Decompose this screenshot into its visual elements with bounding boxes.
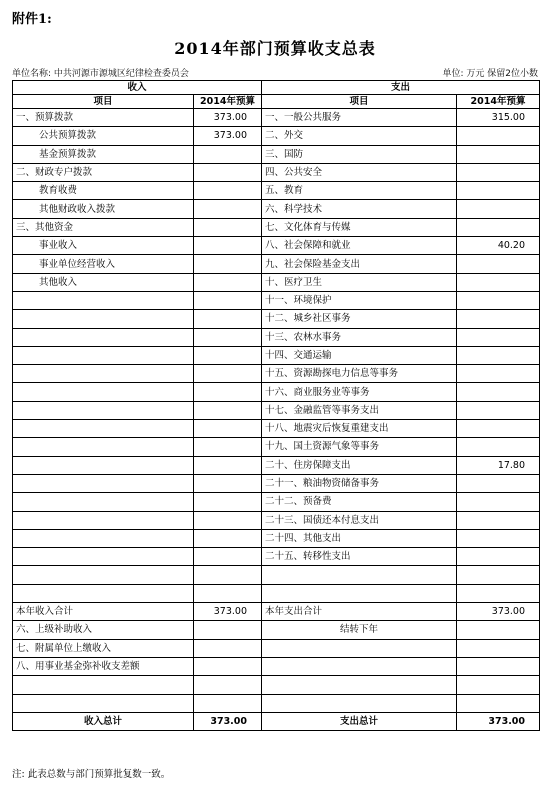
income-value-cell bbox=[194, 200, 262, 218]
expense-budget-header: 2014年预算 bbox=[457, 95, 540, 109]
expense-value-cell bbox=[457, 438, 540, 456]
expense-item-cell: 十、医疗卫生 bbox=[262, 273, 457, 291]
table-row bbox=[13, 310, 540, 328]
expense-item-cell: 六、科学技术 bbox=[262, 200, 457, 218]
column-header-row bbox=[13, 95, 540, 109]
income-item-cell bbox=[13, 529, 194, 547]
table-row bbox=[13, 109, 540, 127]
income-item-cell: 公共预算拨款 bbox=[13, 127, 194, 145]
expense-value-cell bbox=[457, 273, 540, 291]
expense-item-cell: 五、教育 bbox=[262, 182, 457, 200]
income-budget-header: 2014年预算 bbox=[194, 95, 262, 109]
expense-item-cell bbox=[262, 566, 457, 584]
expense-value-cell bbox=[457, 328, 540, 346]
table-row bbox=[13, 511, 540, 529]
income-value-cell bbox=[194, 273, 262, 291]
totals-row bbox=[13, 712, 540, 730]
table-row bbox=[13, 584, 540, 602]
income-item-cell: 六、上级补助收入 bbox=[13, 621, 194, 639]
income-value-cell bbox=[194, 218, 262, 236]
attachment-label: 附件1: bbox=[12, 12, 52, 27]
table-row bbox=[13, 420, 540, 438]
expense-value-cell bbox=[457, 621, 540, 639]
table-row bbox=[13, 127, 540, 145]
table-row bbox=[13, 694, 540, 712]
expense-item-cell bbox=[262, 584, 457, 602]
income-item-cell bbox=[13, 401, 194, 419]
table-row bbox=[13, 346, 540, 364]
income-item-cell: 事业单位经营收入 bbox=[13, 255, 194, 273]
income-item-cell bbox=[13, 493, 194, 511]
expense-value-cell bbox=[457, 474, 540, 492]
income-item-cell bbox=[13, 346, 194, 364]
expense-item-cell: 八、社会保障和就业 bbox=[262, 237, 457, 255]
expense-value-cell bbox=[457, 566, 540, 584]
income-value-cell bbox=[194, 383, 262, 401]
table-row bbox=[13, 474, 540, 492]
income-value-cell bbox=[194, 438, 262, 456]
expense-item-cell: 十七、金融监管等事务支出 bbox=[262, 401, 457, 419]
income-value-cell bbox=[194, 676, 262, 694]
expense-item-cell bbox=[262, 694, 457, 712]
table-row bbox=[13, 639, 540, 657]
expense-value-cell bbox=[457, 182, 540, 200]
expense-item-cell bbox=[262, 657, 457, 675]
page-title: 2014年部门预算收支总表 bbox=[174, 39, 376, 58]
expense-item-cell: 十九、国土资源气象等事务 bbox=[262, 438, 457, 456]
income-item-cell bbox=[13, 365, 194, 383]
income-item-cell bbox=[13, 291, 194, 309]
expense-value-cell: 373.00 bbox=[457, 603, 540, 621]
expense-value-cell bbox=[457, 548, 540, 566]
expense-value-cell bbox=[457, 127, 540, 145]
unit-note: 单位: 万元 保留2位小数 bbox=[442, 69, 538, 79]
income-item-cell bbox=[13, 566, 194, 584]
income-total-value: 373.00 bbox=[194, 712, 262, 730]
income-value-cell bbox=[194, 365, 262, 383]
income-item-header: 项目 bbox=[13, 95, 194, 109]
income-item-cell bbox=[13, 676, 194, 694]
expense-item-cell: 二十、住房保障支出 bbox=[262, 456, 457, 474]
footnote: 注: 此表总数与部门预算批复数一致。 bbox=[12, 769, 171, 780]
table-row bbox=[13, 529, 540, 547]
income-value-cell bbox=[194, 145, 262, 163]
income-value-cell bbox=[194, 529, 262, 547]
expense-value-cell: 40.20 bbox=[457, 237, 540, 255]
budget-table bbox=[12, 80, 540, 731]
table-row bbox=[13, 657, 540, 675]
income-value-cell bbox=[194, 584, 262, 602]
income-item-cell: 八、用事业基金弥补收支差额 bbox=[13, 657, 194, 675]
expense-value-cell bbox=[457, 639, 540, 657]
table-row bbox=[13, 548, 540, 566]
income-value-cell bbox=[194, 657, 262, 675]
expense-value-cell bbox=[457, 365, 540, 383]
income-value-cell bbox=[194, 420, 262, 438]
income-value-cell bbox=[194, 694, 262, 712]
income-section-header: 收入 bbox=[13, 81, 262, 95]
income-value-cell bbox=[194, 346, 262, 364]
expense-item-cell: 二十五、转移性支出 bbox=[262, 548, 457, 566]
income-item-cell: 七、附属单位上缴收入 bbox=[13, 639, 194, 657]
income-item-cell bbox=[13, 328, 194, 346]
table-row bbox=[13, 273, 540, 291]
table-row bbox=[13, 237, 540, 255]
expense-value-cell bbox=[457, 163, 540, 181]
expense-value-cell bbox=[457, 310, 540, 328]
table-row bbox=[13, 200, 540, 218]
income-value-cell bbox=[194, 401, 262, 419]
expense-value-cell: 17.80 bbox=[457, 456, 540, 474]
table-row bbox=[13, 566, 540, 584]
expense-value-cell bbox=[457, 346, 540, 364]
income-item-cell: 本年收入合计 bbox=[13, 603, 194, 621]
expense-value-cell: 315.00 bbox=[457, 109, 540, 127]
income-value-cell bbox=[194, 182, 262, 200]
expense-value-cell bbox=[457, 383, 540, 401]
income-value-cell bbox=[194, 255, 262, 273]
income-item-cell: 其他收入 bbox=[13, 273, 194, 291]
income-item-cell bbox=[13, 548, 194, 566]
expense-item-cell: 二、外交 bbox=[262, 127, 457, 145]
income-item-cell bbox=[13, 310, 194, 328]
expense-total-label: 支出总计 bbox=[262, 712, 457, 730]
expense-item-cell: 本年支出合计 bbox=[262, 603, 457, 621]
table-row bbox=[13, 621, 540, 639]
expense-value-cell bbox=[457, 255, 540, 273]
expense-value-cell bbox=[457, 145, 540, 163]
expense-item-cell: 一、一般公共服务 bbox=[262, 109, 457, 127]
income-value-cell: 373.00 bbox=[194, 109, 262, 127]
table-row bbox=[13, 255, 540, 273]
expense-item-cell: 十六、商业服务业等事务 bbox=[262, 383, 457, 401]
expense-value-cell bbox=[457, 420, 540, 438]
table-row bbox=[13, 493, 540, 511]
income-item-cell: 三、其他资金 bbox=[13, 218, 194, 236]
income-item-cell bbox=[13, 694, 194, 712]
expense-item-cell: 四、公共安全 bbox=[262, 163, 457, 181]
income-item-cell: 二、财政专户拨款 bbox=[13, 163, 194, 181]
income-item-cell bbox=[13, 511, 194, 529]
income-item-cell bbox=[13, 438, 194, 456]
expense-value-cell bbox=[457, 200, 540, 218]
expense-item-cell: 二十四、其他支出 bbox=[262, 529, 457, 547]
expense-item-cell: 二十一、粮油物资储备事务 bbox=[262, 474, 457, 492]
income-item-cell: 事业收入 bbox=[13, 237, 194, 255]
unit-name: 单位名称: 中共河源市源城区纪律检查委员会 bbox=[12, 69, 189, 79]
section-header-row bbox=[13, 81, 540, 95]
income-value-cell bbox=[194, 456, 262, 474]
expense-item-header: 项目 bbox=[262, 95, 457, 109]
income-value-cell bbox=[194, 291, 262, 309]
expense-value-cell bbox=[457, 401, 540, 419]
income-item-cell: 一、预算拨款 bbox=[13, 109, 194, 127]
expense-item-cell: 十一、环境保护 bbox=[262, 291, 457, 309]
expense-total-value: 373.00 bbox=[457, 712, 540, 730]
table-row bbox=[13, 438, 540, 456]
table-row bbox=[13, 182, 540, 200]
expense-item-cell: 十三、农林水事务 bbox=[262, 328, 457, 346]
income-value-cell bbox=[194, 621, 262, 639]
income-value-cell: 373.00 bbox=[194, 127, 262, 145]
expense-value-cell bbox=[457, 511, 540, 529]
table-row bbox=[13, 456, 540, 474]
table-row bbox=[13, 218, 540, 236]
income-item-cell bbox=[13, 584, 194, 602]
income-value-cell bbox=[194, 237, 262, 255]
income-item-cell bbox=[13, 420, 194, 438]
expense-value-cell bbox=[457, 493, 540, 511]
expense-item-cell: 十二、城乡社区事务 bbox=[262, 310, 457, 328]
income-value-cell bbox=[194, 493, 262, 511]
income-value-cell bbox=[194, 639, 262, 657]
table-row bbox=[13, 328, 540, 346]
table-row bbox=[13, 603, 540, 621]
income-item-cell: 基金预算拨款 bbox=[13, 145, 194, 163]
expense-value-cell bbox=[457, 657, 540, 675]
expense-item-cell bbox=[262, 676, 457, 694]
expense-value-cell bbox=[457, 676, 540, 694]
income-item-cell bbox=[13, 383, 194, 401]
income-value-cell bbox=[194, 310, 262, 328]
expense-item-cell: 十四、交通运输 bbox=[262, 346, 457, 364]
expense-value-cell bbox=[457, 218, 540, 236]
income-value-cell: 373.00 bbox=[194, 603, 262, 621]
expense-item-cell: 三、国防 bbox=[262, 145, 457, 163]
income-value-cell bbox=[194, 548, 262, 566]
income-value-cell bbox=[194, 566, 262, 584]
table-row bbox=[13, 291, 540, 309]
table-row bbox=[13, 365, 540, 383]
expense-value-cell bbox=[457, 694, 540, 712]
expense-section-header: 支出 bbox=[262, 81, 540, 95]
expense-value-cell bbox=[457, 291, 540, 309]
expense-value-cell bbox=[457, 584, 540, 602]
expense-item-cell bbox=[262, 639, 457, 657]
table-row bbox=[13, 676, 540, 694]
table-row bbox=[13, 163, 540, 181]
expense-item-cell: 十八、地震灾后恢复重建支出 bbox=[262, 420, 457, 438]
income-item-cell: 教育收费 bbox=[13, 182, 194, 200]
table-row bbox=[13, 383, 540, 401]
income-value-cell bbox=[194, 163, 262, 181]
income-item-cell: 其他财政收入拨款 bbox=[13, 200, 194, 218]
income-value-cell bbox=[194, 511, 262, 529]
expense-item-cell: 十五、资源勘探电力信息等事务 bbox=[262, 365, 457, 383]
income-total-label: 收入总计 bbox=[13, 712, 194, 730]
expense-item-cell: 九、社会保险基金支出 bbox=[262, 255, 457, 273]
expense-item-cell: 二十二、预备费 bbox=[262, 493, 457, 511]
table-row bbox=[13, 401, 540, 419]
table-row bbox=[13, 145, 540, 163]
expense-item-cell: 七、文化体育与传媒 bbox=[262, 218, 457, 236]
income-value-cell bbox=[194, 474, 262, 492]
expense-item-cell: 结转下年 bbox=[262, 621, 457, 639]
expense-item-cell: 二十三、国债还本付息支出 bbox=[262, 511, 457, 529]
income-value-cell bbox=[194, 328, 262, 346]
income-item-cell bbox=[13, 474, 194, 492]
expense-value-cell bbox=[457, 529, 540, 547]
income-item-cell bbox=[13, 456, 194, 474]
